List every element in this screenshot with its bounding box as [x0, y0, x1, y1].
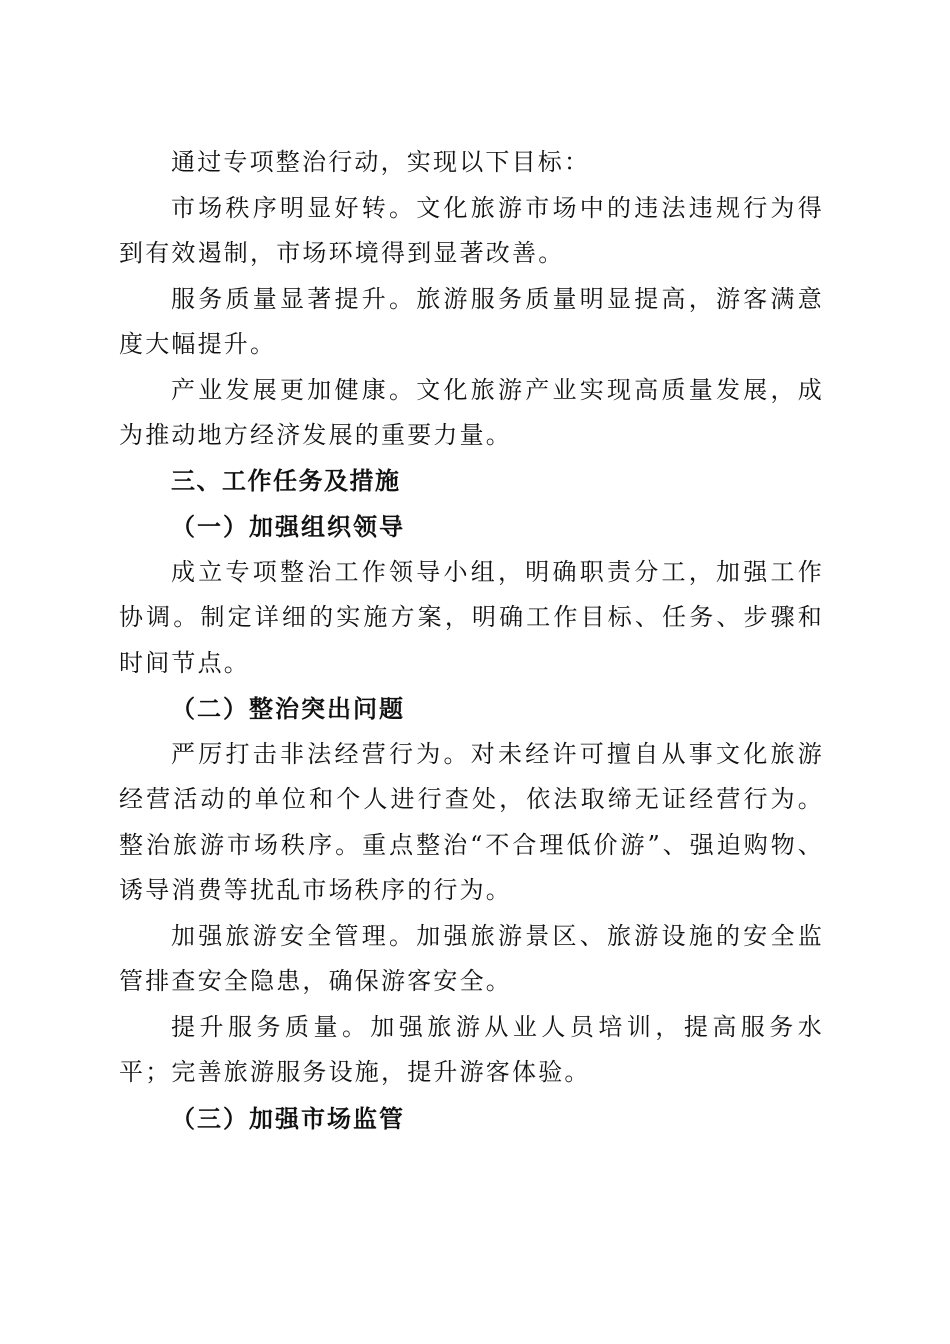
section-heading-tasks: 三、工作任务及措施	[171, 466, 401, 495]
subsection-heading-supervision: （三）加强市场监管	[171, 1103, 405, 1133]
paragraph-leadership-group: 成立专项整治工作领导小组，明确职责分工，加强工作协调。制定详细的实施方案，明确工作目标、任务、步骤和时间节点。	[119, 557, 824, 677]
paragraph-crackdown: 严厉打击非法经营行为。对未经许可擅自从事文化旅游经营活动的单位和个人进行查处，依法取缔无证经营行为。整治旅游市场秩序。重点整治“不合理低价游”、强迫购物、诱导消费等扰乱市场秩序的行为。	[119, 739, 824, 904]
document-body	[119, 140, 824, 1141]
paragraph-industry-development: 产业发展更加健康。文化旅游产业实现高质量发展，成为推动地方经济发展的重要力量。	[119, 375, 824, 449]
paragraph-service-quality: 服务质量显著提升。旅游服务质量明显提高，游客满意度大幅提升。	[119, 284, 824, 358]
subsection-heading-problems: （二）整治突出问题	[171, 694, 405, 723]
paragraph-safety: 加强旅游安全管理。加强旅游景区、旅游设施的安全监管排查安全隐患，确保游客安全。	[119, 921, 824, 995]
paragraph-service-improvement: 提升服务质量。加强旅游从业人员培训，提高服务水平；完善旅游服务设施，提升游客体验。	[119, 1012, 824, 1086]
subsection-heading-leadership: （一）加强组织领导	[171, 512, 405, 541]
paragraph-market-order: 市场秩序明显好转。文化旅游市场中的违法违规行为得到有效遏制，市场环境得到显著改善。	[119, 193, 824, 267]
paragraph-goals-intro: 通过专项整治行动，实现以下目标：	[171, 148, 591, 176]
